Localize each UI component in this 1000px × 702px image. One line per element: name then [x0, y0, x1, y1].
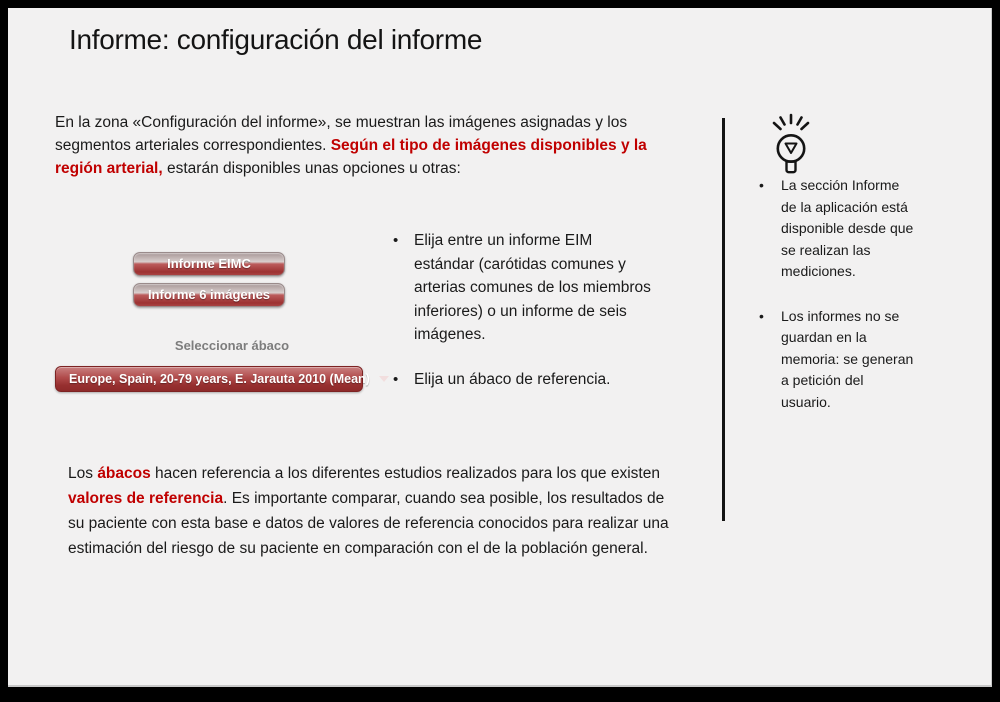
intro-text-end: estarán disponibles unas opciones u otras: — [162, 160, 461, 177]
note-text-3: . Es importante comparar, cuando sea posible, los resultados de su paciente con esta base e datos de valores de referencia conocidos para realizar una estimación del riesgo de su paciente en comparación con el de la población general. — [68, 490, 669, 557]
list-item — [390, 229, 652, 347]
abaco-dropdown[interactable] — [55, 366, 370, 392]
intro-text-start: En la zona «Configuración del informe», se muestran las imágenes asignadas y los segmentos arteriales correspondientes. — [55, 114, 628, 154]
list-item — [390, 368, 652, 392]
intro-paragraph — [55, 111, 677, 180]
informe-6-imagenes-button[interactable]: Informe 6 imágenes — [133, 283, 285, 307]
note-text-2: hacen referencia a los diferentes estudios realizados para los que existen — [150, 465, 660, 482]
page-title: Informe: configuración del informe — [69, 24, 483, 55]
abacos-note-paragraph — [68, 461, 674, 561]
report-type-buttons — [133, 252, 285, 314]
report-steps-list — [390, 229, 652, 391]
list-item — [755, 175, 917, 283]
note-text-1: Los — [68, 465, 98, 482]
abaco-select-label: Seleccionar ábaco — [174, 338, 290, 353]
tips-list — [755, 175, 917, 413]
intro-text-highlight: Según el tipo de imágenes disponibles y la región arterial, — [55, 137, 647, 177]
chevron-down-icon[interactable] — [379, 376, 389, 382]
step-text: Elija un ábaco de referencia. — [414, 370, 611, 388]
tip-text: Los informes no se guardan en la memoria: se generan a petición del usuario. — [781, 307, 914, 410]
lightbulb-icon — [760, 110, 820, 176]
slide-canvas — [8, 8, 992, 687]
informe-eimc-button[interactable]: Informe EIMC — [133, 252, 285, 276]
list-item — [755, 306, 917, 414]
note-highlight-1: ábacos — [97, 465, 151, 482]
sidebar-divider — [722, 118, 725, 521]
tip-text: La sección Informe de la aplicación está disponible desde que se realizan las mediciones. — [781, 177, 914, 279]
step-text: Elija entre un informe EIM estándar (carótidas comunes y arterias comunes de los miembros inferiores) o un informe de seis imágenes. — [414, 232, 651, 343]
note-highlight-2: valores de referencia — [68, 490, 224, 507]
abaco-dropdown-value: Europe, Spain, 20-79 years, E. Jarauta 2010 (Mean) — [69, 372, 370, 386]
